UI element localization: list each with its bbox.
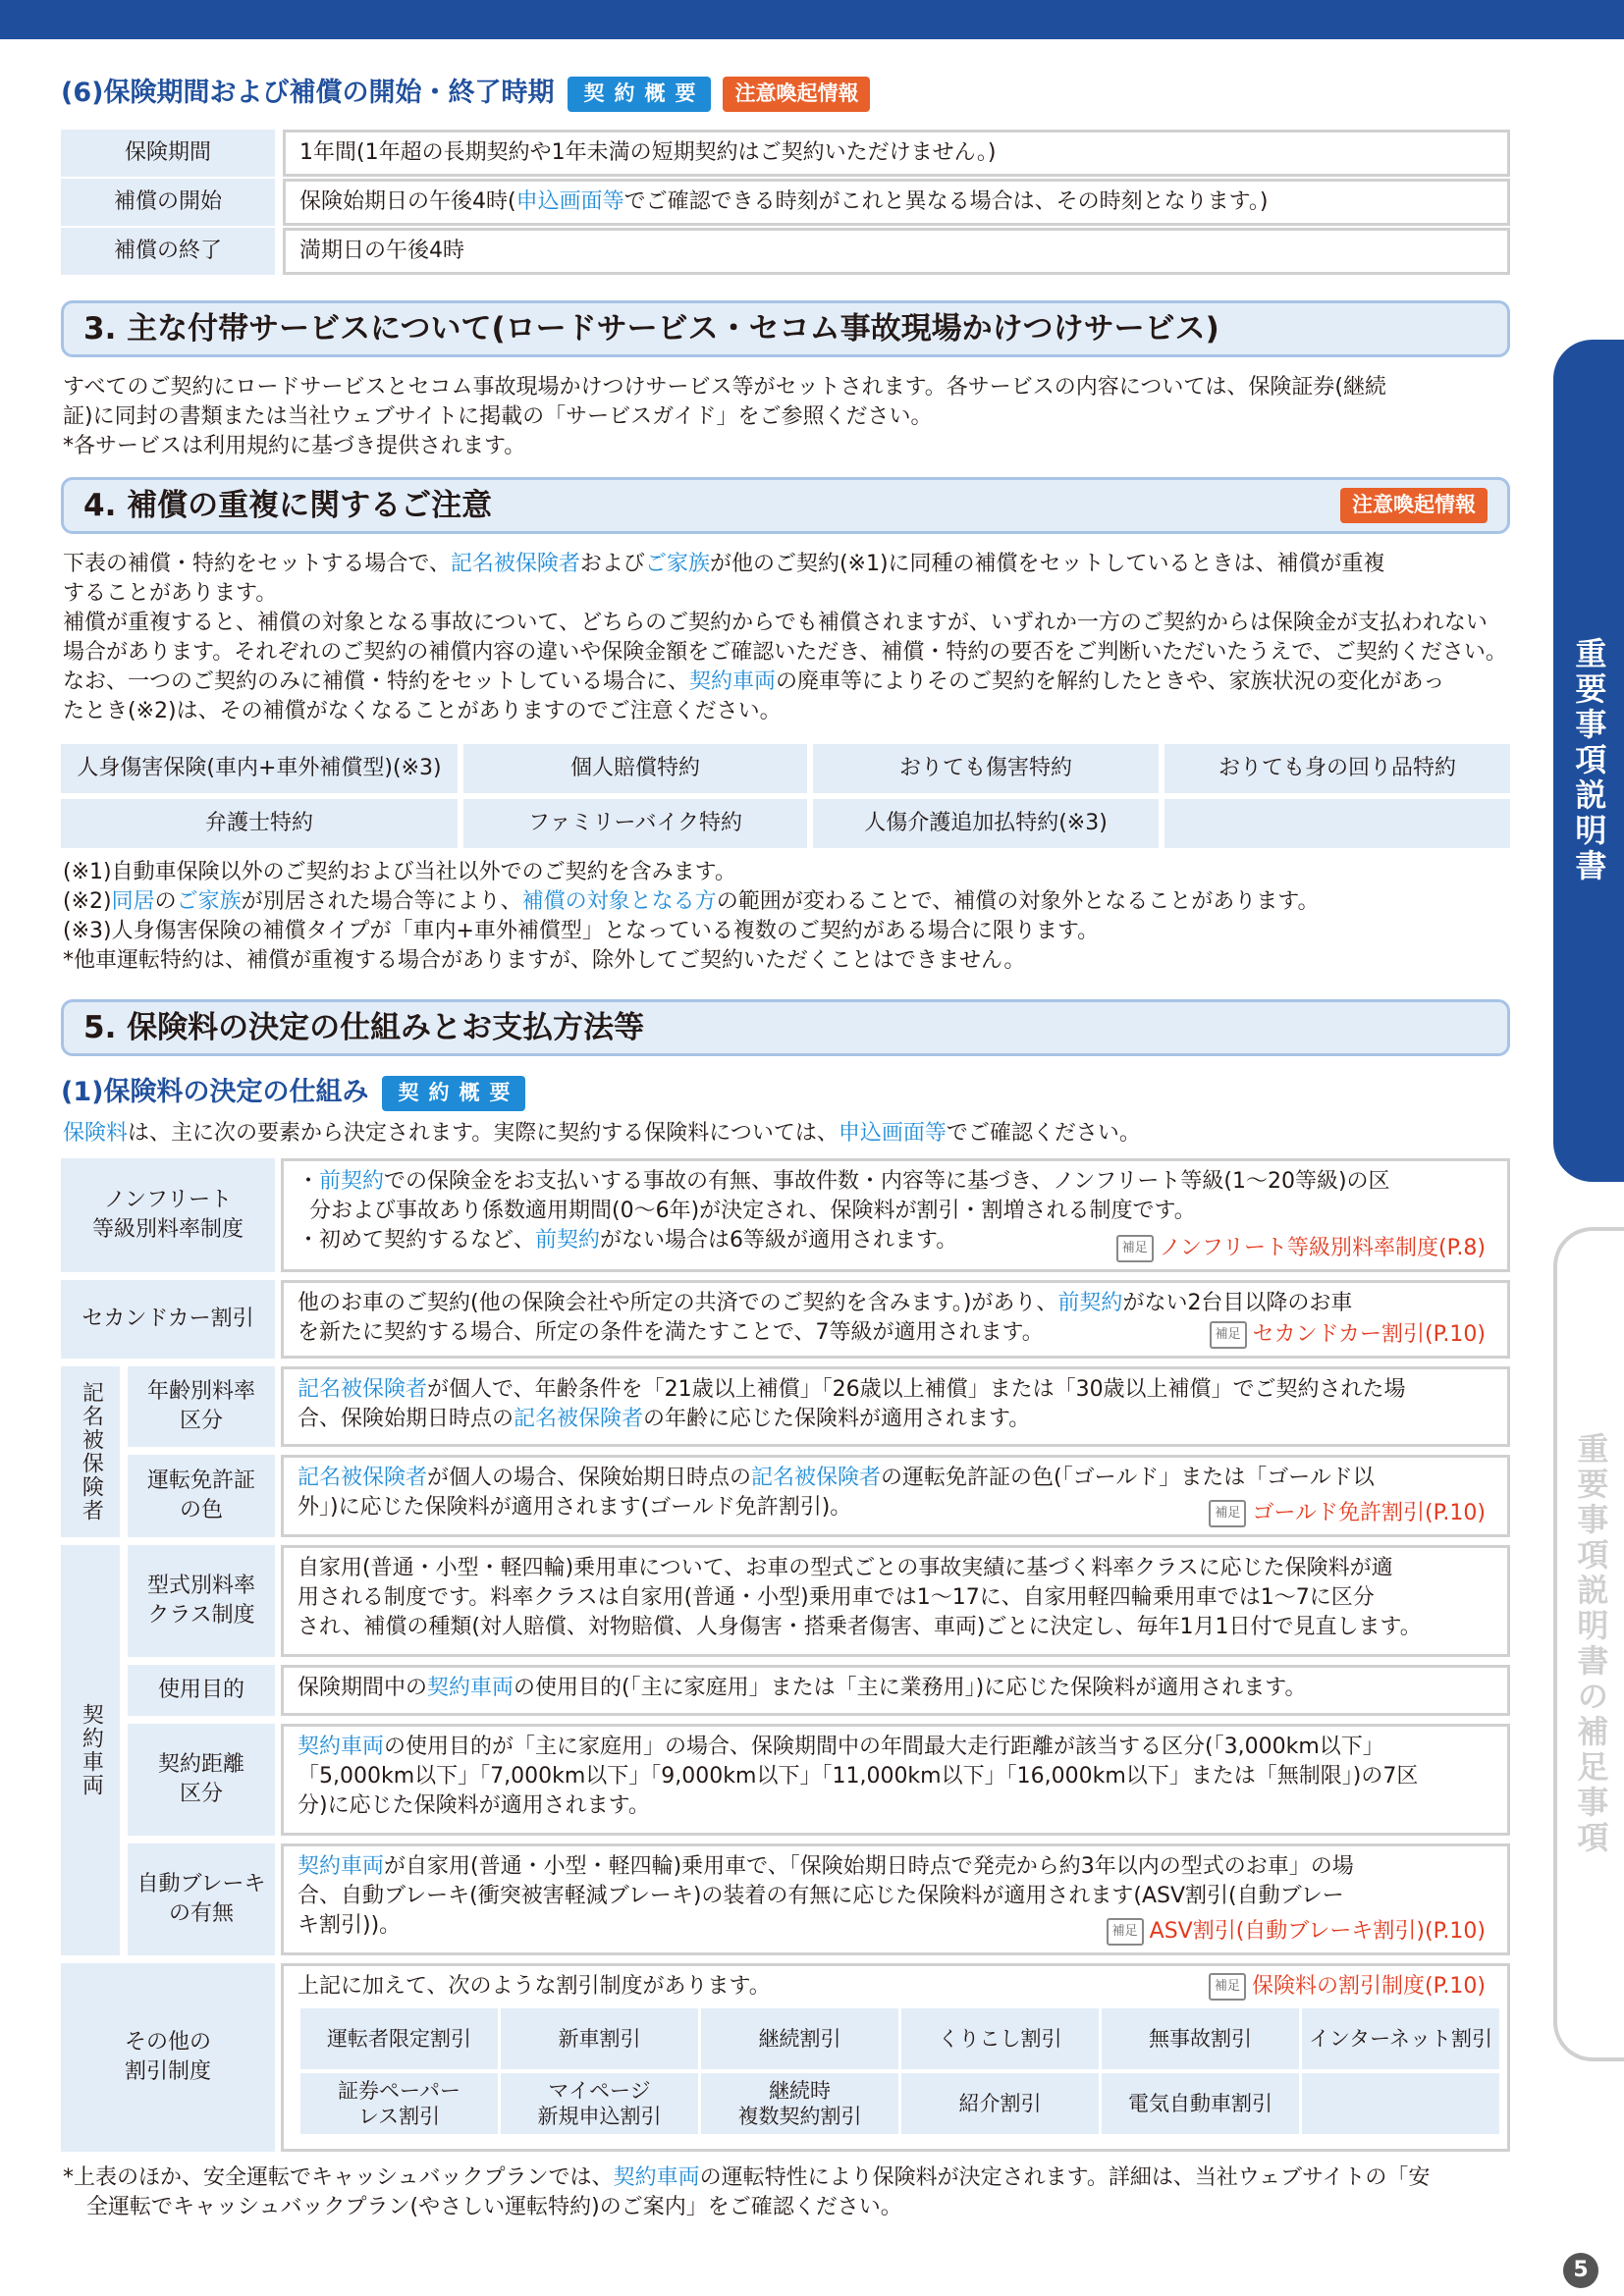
discount-item: 紹介割引	[901, 2073, 1099, 2134]
book-icon: 補足	[1210, 1321, 1247, 1349]
book-icon: 補足	[1116, 1235, 1154, 1262]
secondcar-label: セカンドカー割引	[61, 1280, 275, 1359]
age-label: 年齢別料率 区分	[128, 1366, 275, 1447]
asv-ref-link[interactable]: 補足 ASV割引(自動ブレーキ割引)(P.10)	[1107, 1917, 1486, 1947]
distance-value: 契約車両の使用目的が「主に家庭用」の場合、保険期間中の年間最大走行距離が該当する区分(「3,000km以下」 「5,000km以下」「7,000km以下」「9,000km以下」「11,000km以下」「16,000km以下」または「無制限」)の7区 分)に応じた保険料が適用されます。	[281, 1724, 1510, 1836]
discount-item: くりこし割引	[901, 2008, 1099, 2069]
section-6-heading	[61, 75, 870, 112]
use-label: 使用目的	[128, 1665, 275, 1716]
discount-ref-link[interactable]: 補足 保険料の割引制度(P.10)	[1209, 1972, 1486, 2002]
discount-item: 新車割引	[501, 2008, 698, 2069]
period-value: 1年間(1年超の長期契約や1年未満の短期契約はご契約いただけません。)	[283, 130, 1510, 177]
page-number: 5	[1563, 2253, 1598, 2288]
discount-item: 電気自動車割引	[1102, 2073, 1299, 2134]
kimei-group-label: 記名被保険者	[61, 1366, 120, 1537]
period-label: 保険期間	[61, 130, 275, 177]
discount-item: マイページ 新規申込割引	[501, 2073, 698, 2134]
license-value: 記名被保険者が個人の場合、保険始期日時点の記名被保険者の運転免許証の色(「ゴールド」または「ゴールド以 外」)に応じた保険料が適用されます(ゴールド免許割引)。 補足 ゴールド免許割引(P.10)	[281, 1455, 1510, 1537]
discount-item: 継続割引	[701, 2008, 898, 2069]
nonfleet-label: ノンフリート 等級別料率制度	[61, 1158, 275, 1272]
book-icon: 補足	[1209, 1500, 1246, 1527]
license-label: 運転免許証 の色	[128, 1455, 275, 1537]
tab-supplement[interactable]: 重要事項説明書の補足事項	[1553, 1227, 1624, 2061]
brake-value: 契約車両が自家用(普通・小型・軽四輪)乗用車で、「保険始期日時点で発売から約3年以内の型式のお車」の場 合、自動ブレーキ(衝突被害軽減ブレーキ)の装着の有無に応じた保険料が適用されます(ASV割引(自動ブレー キ割引))。 補足 ASV割引(自動ブレーキ割引)(P.10)	[281, 1843, 1510, 1955]
discount-item: インターネット割引	[1302, 2008, 1499, 2069]
use-value: 保険期間中の契約車両の使用目的(「主に家庭用」または「主に業務用」)に応じた保険料が適用されます。	[281, 1665, 1510, 1716]
overlap-item: おりても傷害特約	[813, 744, 1159, 793]
section-4-text: 下表の補償・特約をセットする場合で、記名被保険者およびご家族が他のご契約(※1)に同種の補償をセットしているときは、補償が重複 することがあります。 補償が重複すると、補償の対象となる事故について、どちらのご契約からでも補償されますが、いずれか一方のご契約からは保険金が支払われない 場合があります。それぞれのご契約の補償内容の違いや保険金額をご確認いただき、補償・特約の要否をご判断いただいたうえで、ご契約ください。 なお、一つのご契約のみに補償・特約をセットしている場合に、契約車両の廃車等によりそのご契約を解約したときや、家族状況の変化があっ たとき(※2)は、その補償がなくなることがありますのでご注意ください。	[63, 552, 1507, 723]
section-3-heading: 3. 主な付帯サービスについて(ロードサービス・セコム事故現場かけつけサービス)	[61, 300, 1510, 357]
section-6-title: (6)保険期間および補償の開始・終了時期	[61, 78, 555, 108]
discount-item: 継続時 複数契約割引	[701, 2073, 898, 2134]
secondcar-value: 他のお車のご契約(他の保険会社や所定の共済でのご契約を含みます。)があり、前契約がない2台目以降のお車 を新たに契約する場合、所定の条件を満たすことで、7等級が適用されます。 補足 セカンドカー割引(P.10)	[281, 1280, 1510, 1359]
end-label: 補償の終了	[61, 228, 275, 275]
age-value: 記名被保険者が個人で、年齢条件を「21歳以上補償」「26歳以上補償」または「30歳以上補償」でご契約された場 合、保険始期日時点の記名被保険者の年齢に応じた保険料が適用されます。	[281, 1366, 1510, 1447]
section-4-heading: 4. 補償の重複に関するご注意 注意喚起情報	[61, 477, 1510, 534]
sharyo-group-label: 契約車両	[61, 1545, 120, 1955]
overlap-item: 弁護士特約	[61, 799, 458, 848]
section-4-notes: (※1)自動車保険以外のご契約および当社以外でのご契約を含みます。 (※2)同居のご家族が別居された場合等により、補償の対象となる方の範囲が変わることで、補償の対象外となることがあります。 (※3)人身傷害保険の補償タイプが「車内+車外補償型」となっている複数のご契約がある場合に限ります。 *他車運転特約は、補償が重複する場合がありますが、除外してご契約いただくことはできません。	[63, 860, 1320, 973]
overlap-item: 個人賠償特約	[463, 744, 807, 793]
start-row	[61, 179, 1510, 226]
other-discount-value: 上記に加えて、次のような割引制度があります。 補足 保険料の割引制度(P.10)	[281, 1963, 1510, 2152]
discount-item: 運転者限定割引	[300, 2008, 498, 2069]
gold-ref-link[interactable]: 補足 ゴールド免許割引(P.10)	[1209, 1499, 1486, 1528]
nonfleet-ref-link[interactable]: 補足 ノンフリート等級別料率制度(P.8)	[1116, 1234, 1486, 1263]
discount-item	[1302, 2073, 1499, 2134]
start-label: 補償の開始	[61, 179, 275, 226]
chui-badge: 注意喚起情報	[723, 77, 870, 112]
end-row	[61, 228, 1510, 275]
keiyaku-badge: 契約概要	[568, 77, 711, 112]
section-5-1-heading: (1)保険料の決定の仕組み 契約概要	[61, 1074, 525, 1111]
overlap-item: ファミリーバイク特約	[463, 799, 807, 848]
overlap-item: 人身傷害保険(車内+車外補償型)(※3)	[61, 744, 458, 793]
discount-item: 証券ペーパー レス割引	[300, 2073, 498, 2134]
other-discount-label: その他の 割引制度	[61, 1963, 275, 2152]
start-value: 保険始期日の午後4時(申込画面等でご確認できる時刻がこれと異なる場合は、その時刻となります。)	[283, 179, 1510, 226]
overlap-item	[1164, 799, 1510, 848]
secondcar-ref-link[interactable]: 補足 セカンドカー割引(P.10)	[1210, 1320, 1486, 1350]
nonfleet-value: ・前契約での保険金をお支払いする事故の有無、事故件数・内容等に基づき、ノンフリート等級(1〜20等級)の区 分および事故あり係数適用期間(0〜6年)が決定され、保険料が割引・割増される制度です。 ・初めて契約するなど、前契約がない場合は6等級が適用されます。 補足 ノンフリート等級別料率制度(P.8)	[281, 1158, 1510, 1272]
distance-label: 契約距離 区分	[128, 1724, 275, 1836]
overlap-item: 人傷介護追加払特約(※3)	[813, 799, 1159, 848]
top-banner	[0, 0, 1624, 39]
discount-item: 無事故割引	[1102, 2008, 1299, 2069]
model-value: 自家用(普通・小型・軽四輪)乗用車について、お車の型式ごとの事故実績に基づく料率クラスに応じた保険料が適 用される制度です。料率クラスは自家用(普通・小型)乗用車では1〜17に、自家用軽四輪乗用車では1〜7に区分 され、補償の種類(対人賠償、対物賠償、人身傷害・搭乗者傷害、車両)ごとに決定し、毎年1月1日付で見直します。	[281, 1545, 1510, 1657]
section-5-intro: 保険料は、主に次の要素から決定されます。実際に契約する保険料については、申込画面等でご確認ください。	[63, 1121, 1141, 1146]
brake-label: 自動ブレーキ の有無	[128, 1843, 275, 1955]
section-5-footnote: *上表のほか、安全運転でキャッシュバックプランでは、契約車両の運転特性により保険料が決定されます。詳細は、当社ウェブサイトの「安 全運転でキャッシュバックプラン(やさしい運転特約)のご案内」をご確認ください。	[63, 2165, 1431, 2219]
model-label: 型式別料率 クラス制度	[128, 1545, 275, 1657]
overlap-item: おりても身の回り品特約	[1164, 744, 1510, 793]
book-icon: 補足	[1107, 1918, 1144, 1946]
section-3-text: すべてのご契約にロードサービスとセコム事故現場かけつけサービス等がセットされます。各サービスの内容については、保険証券(継続 証)に同封の書類または当社ウェブサイトに掲載の「サービスガイド」をご参照ください。 *各サービスは利用規約に基づき提供されます。	[63, 375, 1386, 458]
end-value: 満期日の午後4時	[283, 228, 1510, 275]
book-icon: 補足	[1209, 1973, 1246, 2001]
period-row	[61, 130, 1510, 177]
section-5-heading: 5. 保険料の決定の仕組みとお支払方法等	[61, 999, 1510, 1056]
tab-important-matters[interactable]: 重要事項説明書	[1553, 340, 1624, 1182]
keiyaku-badge: 契約概要	[382, 1076, 525, 1111]
chui-badge: 注意喚起情報	[1340, 488, 1488, 523]
